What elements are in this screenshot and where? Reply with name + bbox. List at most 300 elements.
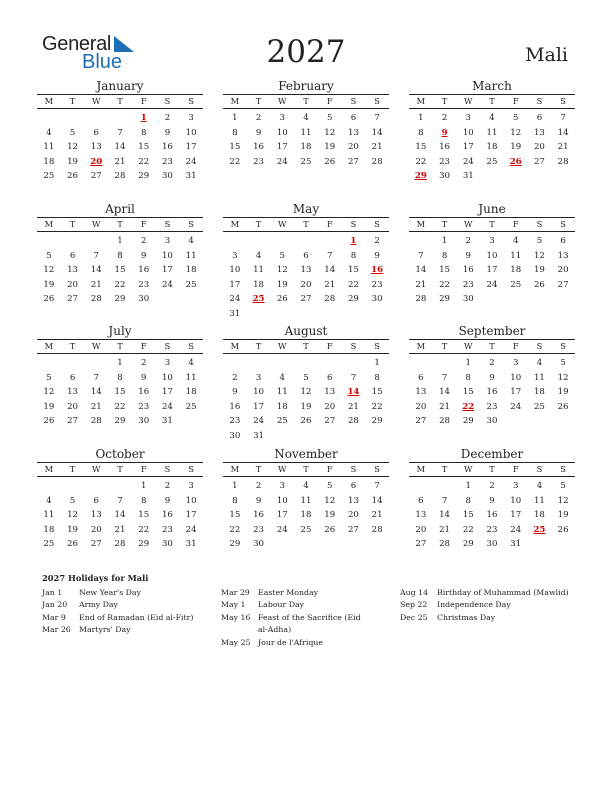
day-cell: 19 [67, 524, 79, 535]
day-cell: 27 [415, 539, 427, 550]
day-cell: 23 [138, 401, 150, 412]
day-cell: 8 [117, 250, 123, 261]
calendar-year: 2027 [266, 34, 346, 70]
day-cell: 27 [300, 294, 312, 305]
weekday-label: F [326, 341, 333, 351]
holiday-item [400, 587, 575, 599]
weekday-header [409, 339, 575, 354]
day-cell: 10 [486, 250, 498, 261]
month-name: April [105, 202, 135, 216]
weekday-label: S [188, 219, 194, 229]
weekday-label: T [303, 219, 309, 229]
day-cell: 6 [350, 113, 357, 123]
weekday-label: T [441, 341, 448, 351]
day-cell: 5 [279, 250, 286, 261]
day-cell: 19 [300, 401, 312, 412]
day-cell: 2 [232, 372, 238, 383]
day-cell: 13 [90, 142, 102, 153]
weekday-label: F [512, 464, 519, 474]
day-cell: 13 [300, 265, 312, 276]
day-cell: 26 [43, 416, 55, 427]
holiday-item [400, 599, 575, 611]
day-cell: 18 [185, 265, 197, 276]
day-cell: 9 [140, 250, 147, 261]
weekday-label: F [512, 219, 519, 229]
day-cell: 30 [486, 539, 498, 550]
weekday-label: S [350, 96, 357, 106]
day-cell: 12 [43, 265, 55, 276]
day-cell: 17 [161, 265, 173, 276]
day-cell: 14 [114, 142, 126, 153]
weekday-label: S [164, 96, 171, 106]
day-cell: 3 [188, 481, 194, 491]
holiday-name: Christmas Day [437, 612, 496, 622]
day-cell: 8 [465, 495, 472, 506]
day-cell: 21 [347, 401, 359, 412]
day-cell: 20 [90, 524, 102, 535]
day-cell: 1 [117, 236, 123, 246]
holiday-name: Birthday of Muhammad (Mawlid) [437, 588, 569, 597]
day-cell: 27 [67, 416, 79, 427]
weekday-label: T [441, 219, 448, 229]
day-grid [409, 479, 575, 552]
day-cell: 14 [415, 265, 427, 276]
day-cell: 29 [462, 539, 474, 550]
weekday-label: M [44, 464, 54, 474]
day-cell: 28 [114, 171, 126, 182]
weekday-label: M [230, 464, 240, 474]
day-cell: 2 [489, 358, 495, 368]
weekday-label: S [164, 219, 171, 229]
day-cell: 17 [276, 142, 288, 153]
day-cell: 15 [229, 510, 241, 521]
day-cell: 2 [140, 236, 147, 246]
day-cell: 7 [418, 250, 424, 261]
month-april [37, 202, 203, 307]
holiday-item [42, 599, 217, 611]
day-cell: 30 [161, 539, 173, 550]
day-cell: 28 [439, 539, 451, 550]
empty-cell [84, 234, 108, 249]
weekday-header [37, 94, 203, 109]
day-cell: 20 [347, 142, 359, 153]
day-cell: 12 [67, 142, 79, 153]
day-cell: 8 [117, 372, 123, 383]
weekday-label: S [350, 219, 357, 229]
day-cell: 9 [164, 127, 171, 138]
holiday-name: Independence Day [437, 600, 511, 610]
day-cell: 9 [489, 372, 495, 383]
weekday-label: T [255, 96, 262, 106]
day-cell: 10 [161, 250, 173, 261]
day-cell: 20 [324, 401, 336, 412]
month-august [223, 324, 389, 444]
day-cell: 20 [533, 142, 545, 153]
holiday-date: Mar 29 [221, 588, 250, 597]
weekday-label: T [69, 341, 76, 351]
day-cell: 5 [69, 127, 76, 138]
day-cell: 16 [138, 265, 150, 276]
day-cell: 19 [510, 142, 522, 153]
day-cell: 9 [489, 495, 495, 506]
day-cell: 6 [303, 250, 309, 261]
weekday-label: F [140, 464, 147, 474]
month-name: May [292, 202, 320, 216]
day-cell: 2 [255, 481, 262, 491]
holiday-date: Jan 20 [42, 600, 68, 610]
day-cell: 4 [46, 127, 52, 138]
day-cell: 6 [69, 250, 76, 261]
day-cell: 25 [533, 401, 545, 412]
month-name: October [95, 447, 145, 461]
day-grid [409, 234, 575, 307]
day-cell: 27 [557, 279, 569, 290]
day-cell: 4 [188, 236, 194, 246]
day-cell: 21 [324, 279, 336, 290]
day-cell: 16 [161, 142, 173, 153]
day-cell: 3 [279, 113, 286, 123]
day-cell: 24 [462, 156, 474, 167]
day-cell: 29 [138, 539, 150, 550]
day-cell: 9 [232, 387, 238, 398]
day-cell: 27 [67, 294, 79, 305]
day-cell: 6 [418, 495, 424, 506]
day-cell: 25 [185, 279, 197, 290]
day-cell: 3 [465, 113, 472, 123]
weekday-label: S [350, 341, 357, 351]
day-grid [223, 234, 389, 322]
day-cell: 29 [114, 416, 126, 427]
day-cell: 29 [371, 416, 383, 427]
day-cell: 26 [533, 279, 545, 290]
month-name: July [108, 324, 132, 338]
day-cell: 10 [276, 495, 288, 506]
day-cell: 22 [347, 279, 359, 290]
day-cell: 30 [371, 294, 383, 305]
day-cell: 15 [439, 265, 451, 276]
day-cell: 29 [114, 294, 126, 305]
day-cell: 30 [253, 539, 265, 550]
day-cell: 29 [138, 171, 150, 182]
day-cell: 3 [188, 113, 194, 123]
day-cell: 17 [510, 510, 522, 521]
day-cell: 24 [276, 156, 288, 167]
holiday-date: Mar 26 [42, 625, 71, 635]
weekday-header [37, 462, 203, 477]
day-cell: 12 [324, 127, 336, 138]
day-cell: 23 [253, 524, 265, 535]
day-cell: 17 [462, 142, 474, 153]
day-cell: 15 [114, 265, 126, 276]
day-cell: 8 [140, 127, 147, 138]
day-cell: 13 [415, 510, 427, 521]
weekday-label: F [140, 219, 147, 229]
day-cell: 17 [229, 279, 241, 290]
day-cell: 20 [415, 401, 427, 412]
day-cell: 11 [185, 250, 197, 261]
day-cell: 14 [90, 387, 102, 398]
day-cell: 17 [276, 510, 288, 521]
day-cell: 3 [232, 250, 238, 261]
weekday-label: M [44, 219, 54, 229]
day-cell: 14 [324, 265, 336, 276]
day-grid [37, 234, 203, 307]
holiday-name: Easter Monday [258, 588, 319, 597]
weekday-label: F [512, 96, 519, 106]
day-cell: 20 [300, 279, 312, 290]
day-cell: 5 [69, 495, 76, 506]
day-cell: 12 [67, 510, 79, 521]
day-cell: 6 [93, 127, 100, 138]
weekday-label: S [164, 464, 171, 474]
weekday-label: W [464, 464, 473, 474]
holiday-name: Army Day [79, 600, 118, 610]
empty-cell [433, 356, 457, 371]
holiday-name: New Year's Day [79, 588, 141, 597]
holiday-date: May 25 [221, 637, 251, 647]
day-cell: 27 [347, 524, 359, 535]
weekday-label: S [560, 219, 566, 229]
day-cell: 1 [232, 113, 238, 123]
day-cell: 22 [229, 156, 241, 167]
day-cell: 12 [324, 495, 336, 506]
day-cell: 18 [185, 387, 197, 398]
day-cell: 31 [253, 430, 265, 441]
empty-cell [270, 234, 294, 249]
day-cell: 21 [415, 279, 427, 290]
day-cell: 4 [46, 495, 52, 506]
day-cell: 18 [276, 401, 288, 412]
day-cell: 16 [486, 387, 498, 398]
day-cell: 16 [229, 401, 241, 412]
weekday-label: S [164, 341, 171, 351]
day-cell: 24 [276, 524, 288, 535]
day-cell: 26 [300, 416, 312, 427]
day-cell: 30 [229, 430, 241, 441]
day-cell: 20 [415, 524, 427, 535]
day-cell: 11 [533, 372, 545, 383]
weekday-label: T [489, 96, 495, 106]
day-cell: 11 [43, 510, 55, 521]
day-cell: 13 [415, 387, 427, 398]
empty-cell [108, 479, 132, 494]
weekday-header [223, 462, 389, 477]
day-cell: 10 [510, 495, 522, 506]
day-cell: 26 [324, 156, 336, 167]
day-cell: 5 [560, 358, 566, 368]
day-cell: 24 [510, 524, 522, 535]
day-cell: 4 [489, 113, 495, 123]
day-cell: 28 [371, 156, 383, 167]
day-cell: 1 [465, 358, 472, 368]
day-cell: 22 [114, 279, 126, 290]
holiday-name: Feast of the Sacrifice (Eid al-Adha) [258, 612, 361, 635]
day-cell: 14 [90, 265, 102, 276]
empty-cell [61, 234, 85, 249]
day-cell: 1 [374, 358, 380, 368]
day-cell: 8 [441, 250, 448, 261]
day-cell: 18 [253, 279, 265, 290]
day-cell: 14 [371, 495, 383, 506]
day-cell: 23 [138, 279, 150, 290]
day-cell: 1 [140, 481, 147, 491]
empty-cell [318, 234, 342, 249]
day-cell: 29 [439, 294, 451, 305]
day-cell: 16 [486, 510, 498, 521]
day-cell: 2 [489, 481, 495, 491]
day-cell: 31 [510, 539, 522, 550]
weekday-label: M [416, 341, 426, 351]
month-name: June [478, 202, 506, 216]
holiday-item [221, 599, 371, 611]
day-cell: 19 [43, 279, 55, 290]
weekday-label: T [441, 96, 448, 106]
day-cell: 6 [418, 372, 424, 383]
day-cell: 13 [324, 387, 336, 398]
day-cell: 18 [486, 142, 498, 153]
weekday-label: T [255, 341, 262, 351]
month-may [223, 202, 389, 322]
day-cell: 24 [161, 279, 173, 290]
holidays-title: 2027 Holidays for Mali [42, 573, 149, 583]
empty-cell [409, 479, 433, 494]
weekday-label: S [536, 341, 543, 351]
day-cell: 10 [185, 127, 197, 138]
day-cell: 21 [439, 524, 451, 535]
weekday-label: S [536, 464, 543, 474]
empty-cell [61, 111, 85, 126]
day-cell: 4 [188, 358, 194, 368]
weekday-label: W [278, 341, 287, 351]
day-cell: 19 [557, 387, 569, 398]
day-cell: 13 [557, 250, 569, 261]
day-cell: 16 [253, 142, 265, 153]
holiday-item [221, 587, 371, 599]
holiday-date: May 1 [221, 600, 246, 610]
month-name: March [472, 79, 512, 93]
day-cell: 28 [371, 524, 383, 535]
day-cell: 29 [462, 416, 474, 427]
day-cell: 7 [93, 372, 100, 383]
weekday-label: T [69, 96, 76, 106]
empty-cell [223, 356, 247, 371]
day-cell: 12 [43, 387, 55, 398]
day-cell: 19 [276, 279, 288, 290]
day-cell: 22 [114, 401, 126, 412]
day-cell: 13 [347, 495, 359, 506]
day-cell: 26 [276, 294, 288, 305]
day-cell: 22 [371, 401, 383, 412]
day-cell: 1 [441, 236, 448, 246]
holiday-day-cell: 22 [462, 401, 475, 412]
holiday-item [42, 612, 217, 624]
day-cell: 1 [418, 113, 424, 123]
day-cell: 11 [253, 265, 265, 276]
day-cell: 25 [300, 524, 312, 535]
day-cell: 19 [533, 265, 545, 276]
empty-cell [61, 479, 85, 494]
day-cell: 28 [114, 539, 126, 550]
day-grid [37, 356, 203, 429]
day-cell: 8 [418, 127, 424, 138]
day-cell: 26 [557, 401, 569, 412]
day-cell: 13 [90, 510, 102, 521]
day-cell: 10 [161, 372, 173, 383]
weekday-label: S [536, 219, 543, 229]
day-cell: 31 [185, 171, 197, 182]
day-cell: 18 [533, 510, 545, 521]
day-cell: 22 [462, 524, 474, 535]
day-cell: 25 [300, 156, 312, 167]
day-cell: 20 [67, 401, 79, 412]
holiday-day-cell: 20 [90, 156, 103, 167]
day-cell: 18 [43, 156, 55, 167]
day-cell: 7 [374, 113, 380, 123]
empty-cell [37, 479, 61, 494]
day-cell: 27 [90, 171, 102, 182]
day-cell: 7 [441, 495, 448, 506]
day-cell: 23 [161, 156, 173, 167]
day-cell: 10 [185, 495, 197, 506]
weekday-label: S [560, 341, 566, 351]
day-cell: 3 [164, 358, 171, 368]
day-cell: 5 [560, 481, 566, 491]
day-cell: 10 [510, 372, 522, 383]
empty-cell [294, 356, 318, 371]
weekday-label: T [489, 219, 495, 229]
day-cell: 3 [279, 481, 286, 491]
day-cell: 12 [510, 127, 522, 138]
empty-cell [409, 356, 433, 371]
day-cell: 26 [324, 524, 336, 535]
month-october [37, 447, 203, 552]
day-cell: 27 [533, 156, 545, 167]
day-cell: 27 [324, 416, 336, 427]
day-cell: 26 [43, 294, 55, 305]
day-cell: 17 [161, 387, 173, 398]
day-cell: 8 [232, 127, 238, 138]
day-cell: 15 [371, 387, 383, 398]
logo-text-general: General [42, 33, 112, 55]
day-cell: 26 [557, 524, 569, 535]
day-cell: 28 [557, 156, 569, 167]
weekday-label: M [416, 464, 426, 474]
day-cell: 18 [533, 387, 545, 398]
day-cell: 5 [512, 113, 519, 123]
day-cell: 12 [557, 495, 569, 506]
day-cell: 19 [43, 401, 55, 412]
day-cell: 3 [164, 236, 171, 246]
weekday-label: M [44, 341, 54, 351]
weekday-label: T [255, 464, 262, 474]
month-february [223, 79, 389, 169]
day-cell: 21 [114, 156, 126, 167]
day-cell: 24 [486, 279, 498, 290]
day-cell: 10 [276, 127, 288, 138]
weekday-label: M [416, 96, 426, 106]
holiday-item [400, 612, 575, 624]
day-cell: 24 [229, 294, 241, 305]
day-cell: 13 [67, 265, 79, 276]
day-cell: 4 [536, 358, 543, 368]
holiday-day-cell: 25 [533, 524, 546, 535]
day-cell: 3 [489, 236, 495, 246]
weekday-label: S [188, 96, 194, 106]
day-cell: 2 [374, 236, 380, 246]
weekday-label: T [117, 464, 123, 474]
weekday-header [223, 217, 389, 232]
day-cell: 22 [229, 524, 241, 535]
